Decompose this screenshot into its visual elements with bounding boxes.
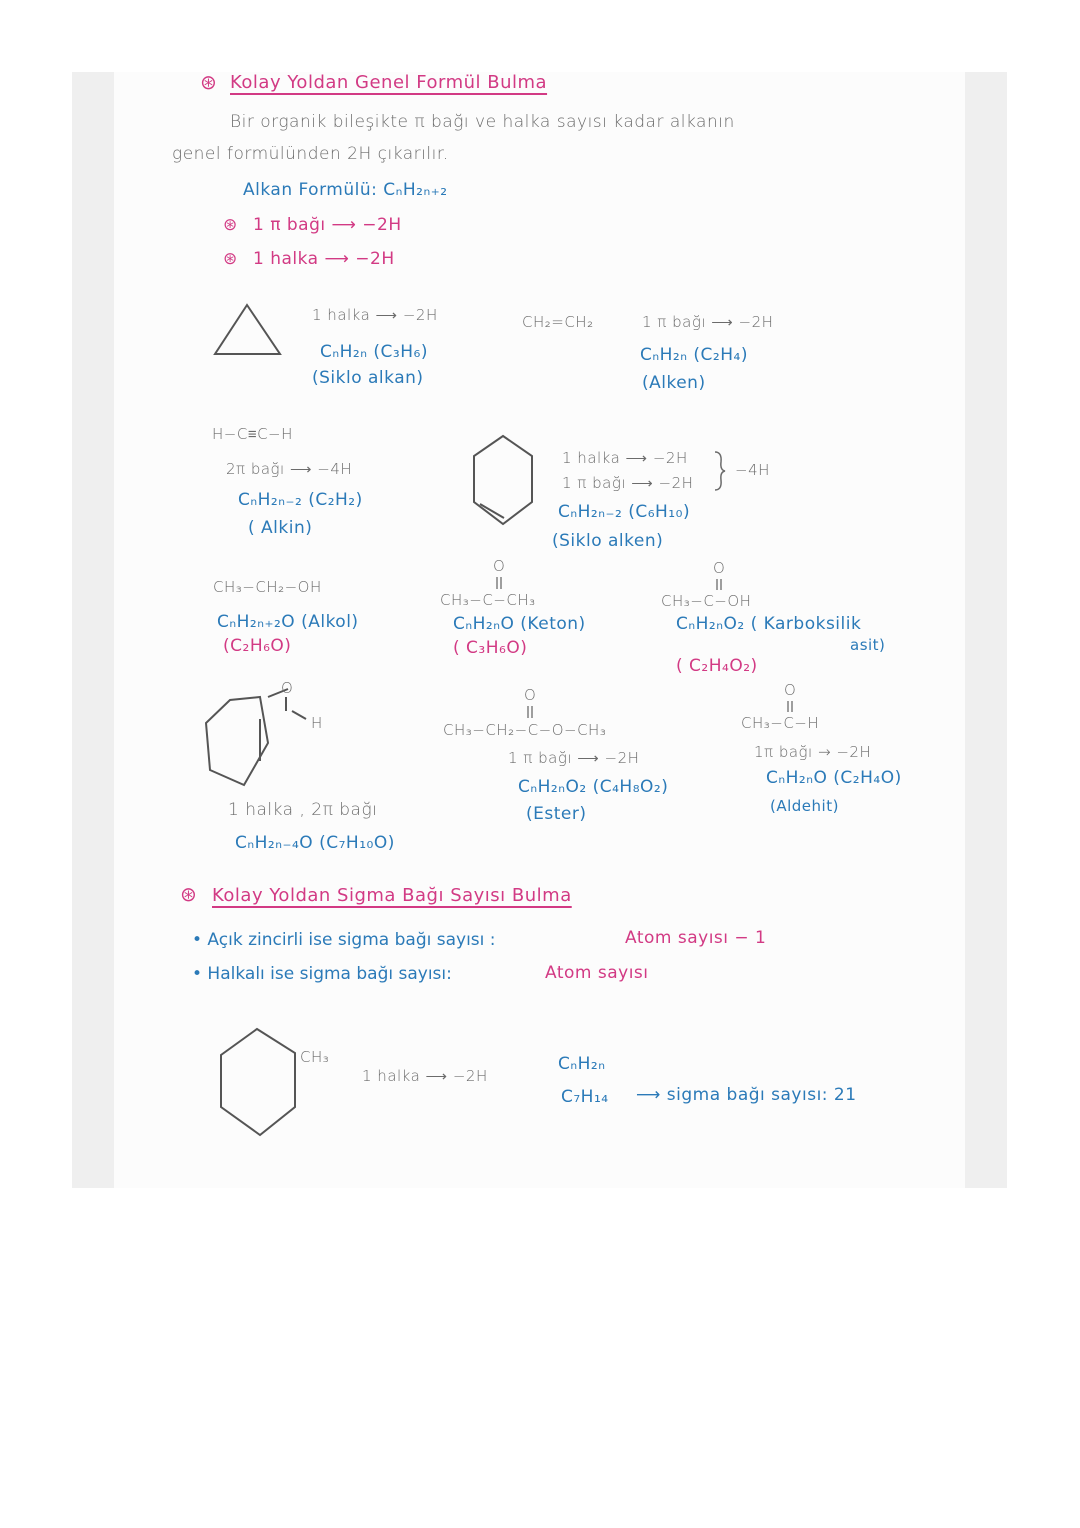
formula: CₙH₂ₙO (C₂H₄O): [766, 768, 902, 788]
structure: CH₃−C−OH: [661, 592, 752, 610]
rule-text: 2π bağı ⟶ −4H: [226, 460, 353, 478]
bullet-icon: ⊛: [180, 882, 198, 906]
formula: CₙH₂ₙ: [558, 1054, 606, 1074]
section-title: Kolay Yoldan Genel Formül Bulma: [230, 72, 548, 93]
rule-label: • Halkalı ise sigma bağı sayısı:: [192, 964, 452, 984]
rule-text: 1 π bağı ⟶ −2H: [642, 313, 774, 331]
compound-class: (Ester): [526, 804, 587, 824]
section-title: Kolay Yoldan Sigma Bağı Sayısı Bulma: [212, 885, 572, 906]
formula: CₙH₂ₙ (C₂H₄): [640, 345, 748, 365]
rule-value: Atom sayısı − 1: [625, 928, 767, 948]
result-text: ⟶ sigma bağı sayısı: 21: [636, 1085, 857, 1105]
bullet-icon: ⊛: [200, 70, 218, 94]
double-bond: [494, 576, 504, 590]
formula: CₙH₂ₙO (Keton): [453, 614, 586, 634]
rule-text: 1 halka ⟶ −2H: [562, 449, 688, 467]
oxygen-atom: O: [784, 681, 797, 699]
total-text: −4H: [735, 461, 770, 479]
formula: CₙH₂ₙ₋₂ (C₂H₂): [238, 490, 363, 510]
double-bond: [525, 705, 535, 719]
rule-text: 1 halka ⟶ −2H: [253, 249, 395, 269]
oxygen-atom: O: [524, 686, 537, 704]
molecular-formula: (C₂H₆O): [223, 636, 292, 656]
oxygen-atom: O: [713, 559, 726, 577]
formula: CₙH₂ₙ₋₄O (C₇H₁₀O): [235, 833, 395, 853]
rule-text: 1 π bağı ⟶ −2H: [508, 749, 640, 767]
rule-label: • Açık zincirli ise sigma bağı sayısı :: [192, 930, 496, 950]
compound-class: (Siklo alken): [552, 531, 664, 551]
compound-class: ( Alkin): [248, 518, 313, 538]
rule-text: 1 π bağı ⟶ −2H: [562, 474, 694, 492]
structure: CH₃−C−CH₃: [440, 591, 536, 609]
intro-text: genel formülünden 2H çıkarılır.: [172, 144, 449, 164]
structure: H−C≡C−H: [212, 425, 293, 443]
bullet-icon: ⊛: [223, 249, 238, 269]
formula: asit): [850, 636, 886, 654]
structure: CH₃−C−H: [741, 714, 820, 732]
oxygen-atom: O: [281, 679, 294, 697]
brace: [712, 450, 728, 492]
formula: CₙH₂ₙ₊₂O (Alkol): [217, 612, 359, 632]
methylcyclohexane-structure: [215, 1025, 305, 1140]
cyclohexene-aldehyde-structure: [200, 675, 330, 795]
hydrogen-atom: H: [311, 714, 323, 732]
rule-text: 1 halka ⟶ −2H: [362, 1067, 488, 1085]
bullet-icon: ⊛: [223, 215, 238, 235]
formula: CₙH₂ₙO₂ (C₄H₈O₂): [518, 777, 669, 797]
substituent: CH₃: [300, 1048, 330, 1066]
formula: CₙH₂ₙ₋₂ (C₆H₁₀): [558, 502, 691, 522]
rule-text: 1 halka ⟶ −2H: [312, 306, 438, 324]
oxygen-atom: O: [493, 557, 506, 575]
compound-class: (Siklo alkan): [312, 368, 424, 388]
rule-text: 1 halka , 2π bağı: [228, 800, 378, 820]
compound-class: (Aldehit): [770, 797, 839, 815]
double-bond: [714, 578, 724, 591]
compound-class: (Alken): [642, 373, 706, 393]
cyclopropane-structure: [210, 300, 285, 360]
double-bond: [785, 700, 795, 713]
rule-text: 1π bağı → −2H: [754, 743, 872, 761]
molecular-formula: ( C₃H₆O): [453, 638, 528, 658]
structure: CH₃−CH₂−C−O−CH₃: [443, 721, 607, 739]
formula: CₙH₂ₙO₂ ( Karboksilik: [676, 614, 862, 634]
rule-text: 1 π bağı ⟶ −2H: [253, 215, 402, 235]
molecular-formula: C₇H₁₄: [561, 1087, 609, 1107]
structure: CH₃−CH₂−OH: [213, 578, 322, 596]
alkane-formula: Alkan Formülü: CₙH₂ₙ₊₂: [243, 180, 448, 200]
structure: CH₂=CH₂: [522, 313, 594, 331]
intro-text: Bir organik bileşikte π bağı ve halka sayısı kadar alkanın: [230, 112, 735, 132]
cyclohexene-structure: [468, 432, 538, 528]
rule-value: Atom sayısı: [545, 963, 649, 983]
formula: CₙH₂ₙ (C₃H₆): [320, 342, 428, 362]
molecular-formula: ( C₂H₄O₂): [676, 656, 758, 676]
